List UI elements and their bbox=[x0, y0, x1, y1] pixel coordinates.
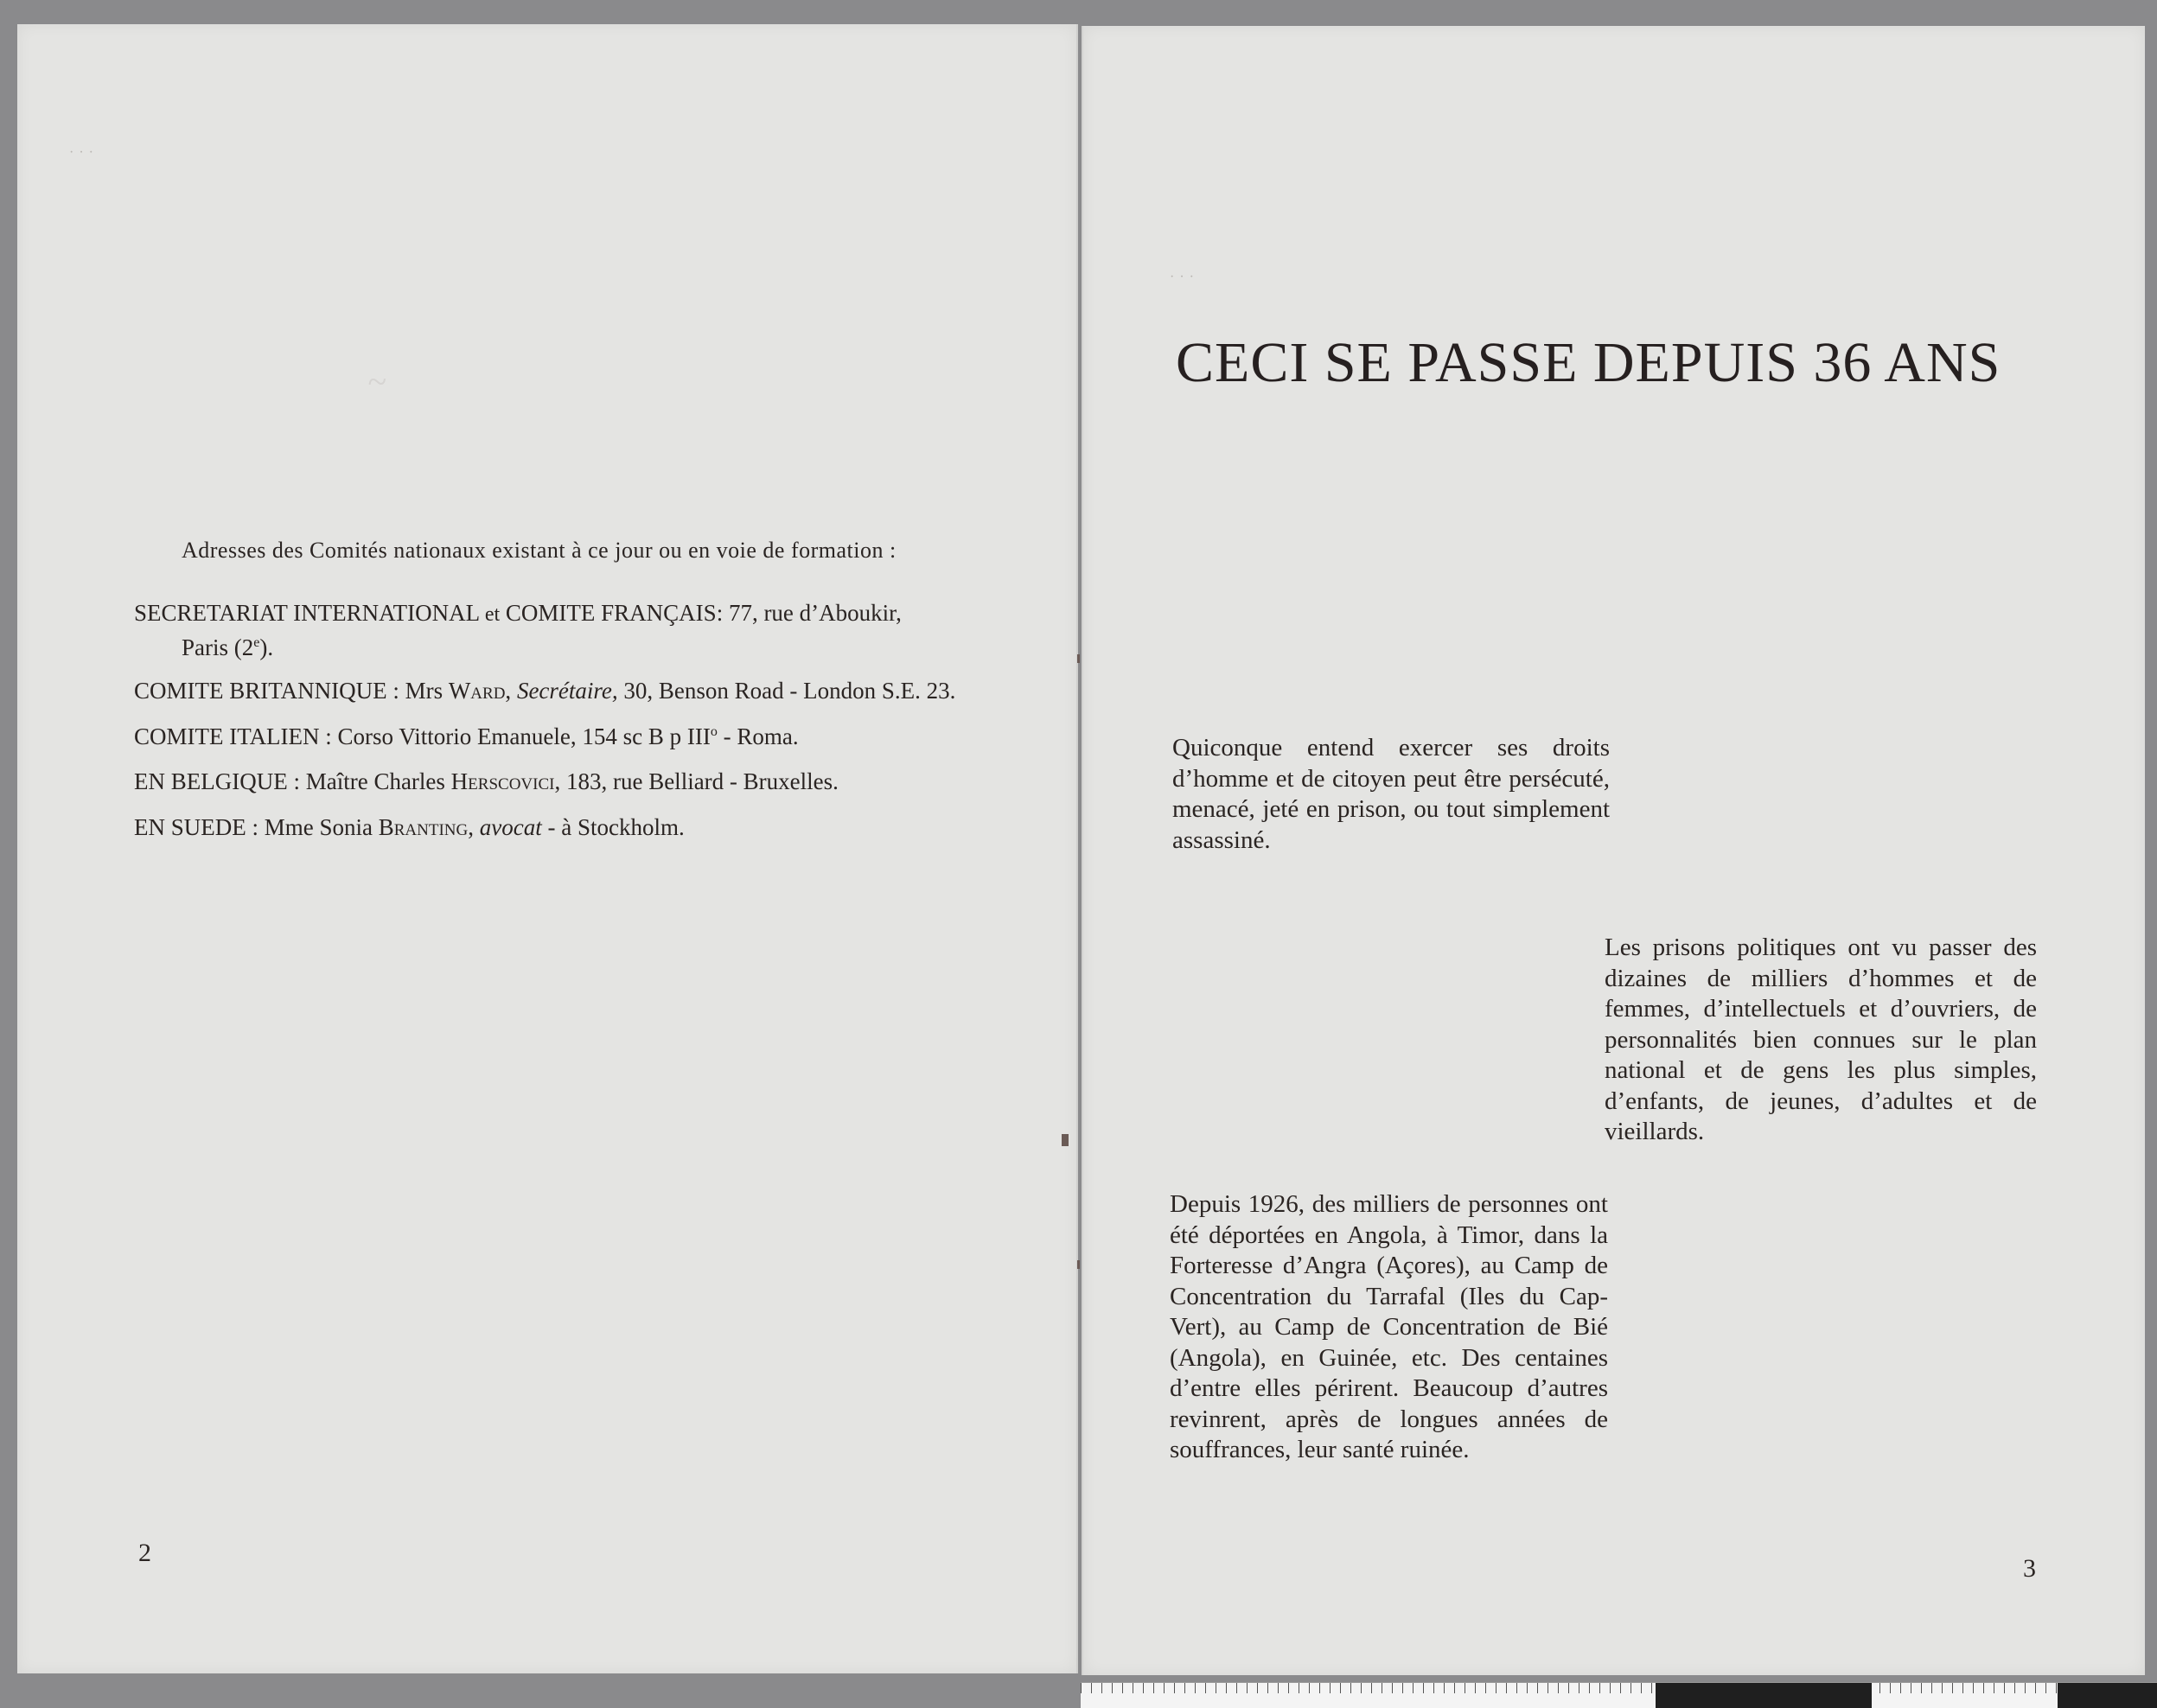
decorative-dots: ··· bbox=[1170, 270, 1199, 284]
page-title: CECI SE PASSE DEPUIS 36 ANS bbox=[1176, 331, 2001, 394]
entry-text: : 77, rue d’Aboukir, bbox=[716, 600, 902, 626]
entry-text: : Mme Sonia bbox=[252, 814, 373, 840]
staple-mark-middle bbox=[1062, 1134, 1069, 1146]
page-number-right: 3 bbox=[2023, 1554, 2036, 1583]
address-entry-belgique bbox=[134, 765, 1016, 798]
ruler-dark-segment bbox=[1656, 1683, 1872, 1708]
address-entry-secretariat bbox=[134, 596, 1016, 664]
entry-text: - à Stockholm. bbox=[547, 814, 685, 840]
entry-label: EN BELGIQUE bbox=[134, 768, 288, 794]
entry-conjunction: et bbox=[484, 603, 501, 626]
paragraph-rights: Quiconque entend exercer ses droits d’homme et de citoyen peut être persécuté, menacé, jeté en prison, ou tout simplement assassiné. bbox=[1172, 734, 1610, 854]
paragraph-prisons: Les prisons politiques ont vu passer des dizaines de milliers d’hommes et de femmes, d’intellectuels et d’ouvriers, de personnalités bien connues sur le plan national et de gens les plus simples, d’enfants, de jeunes, d’adultes et de vieillards. bbox=[1605, 934, 2037, 1145]
ruler-dark-segment bbox=[2058, 1683, 2157, 1708]
address-entry-italien bbox=[134, 720, 1016, 753]
entry-role: Secrétaire, bbox=[516, 678, 618, 704]
address-entry-britannique bbox=[134, 674, 1016, 707]
address-entry-suede bbox=[134, 811, 1016, 844]
entry-text: : Corso Vittorio Emanuele, 154 sc B p III$^o$ - Roma. bbox=[325, 723, 799, 749]
staple-mark-top bbox=[1077, 654, 1080, 663]
staple-mark-bottom bbox=[1077, 1260, 1080, 1269]
entry-label: SECRETARIAT INTERNATIONAL bbox=[134, 600, 480, 626]
page-number-left: 2 bbox=[138, 1539, 151, 1567]
right-page bbox=[1082, 26, 2145, 1675]
entry-label: COMITE ITALIEN bbox=[134, 723, 320, 749]
faint-imprint-mark: ~ bbox=[367, 362, 386, 401]
entry-label: COMITE FRANÇAIS bbox=[505, 600, 717, 626]
entry-text: 30, Benson Road - London S.E. 23. bbox=[623, 678, 956, 704]
left-page bbox=[17, 24, 1078, 1673]
decorative-dots: ··· bbox=[69, 145, 99, 160]
paragraph-deportations: Depuis 1926, des milliers de personnes ont été déportées en Angola, à Timor, dans la Forteresse d’Angra (Açores), au Camp de Concentration du Tarrafal (Iles du Cap-Vert), au Camp de Concentration de Bié (Angola), en Guinée, etc. Des centaines d’entre elles périrent. Beaucoup d’autres revinrent, après de longues années de souffrances, leur santé ruinée. bbox=[1170, 1190, 1608, 1463]
entry-continuation: Paris (2e). bbox=[182, 634, 274, 660]
entry-role: avocat bbox=[479, 814, 542, 840]
entry-label: EN SUEDE bbox=[134, 814, 246, 840]
entry-text: : Maître Charles bbox=[293, 768, 445, 794]
ruler-ticks bbox=[1081, 1683, 2157, 1693]
scale-ruler bbox=[1081, 1682, 2157, 1708]
entry-text: 183, rue Belliard - Bruxelles. bbox=[565, 768, 839, 794]
entry-person-name: Branting, bbox=[378, 814, 474, 840]
entry-text: : Mrs bbox=[392, 678, 444, 704]
entry-label: COMITE BRITANNIQUE bbox=[134, 678, 387, 704]
addresses-intro: Adresses des Comités nationaux existant à ce jour ou en voie de formation : bbox=[182, 538, 897, 563]
entry-person-name: Herscovici, bbox=[450, 768, 561, 794]
entry-person-name: Ward, bbox=[448, 678, 512, 704]
